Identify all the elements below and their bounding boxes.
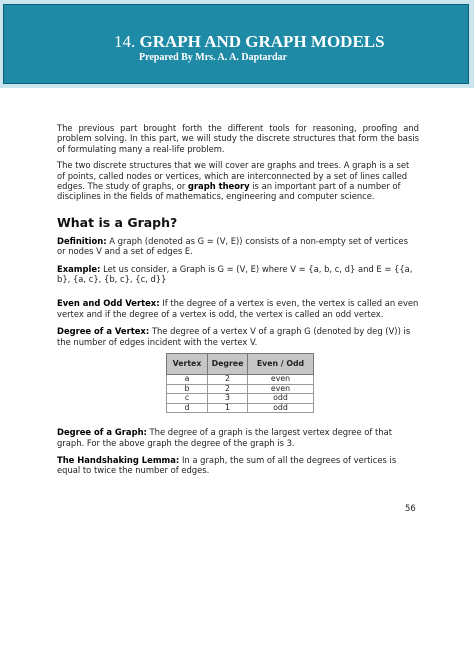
page-body [57,123,419,476]
chapter-title-text: GRAPH AND GRAPH MODELS [139,32,385,51]
definition-paragraph [57,236,419,257]
degree-vertex-paragraph [57,326,419,347]
table-cell: odd [248,394,314,404]
definition-text: A graph (denoted as G = (V, E)) consists of a non-empty set of vertices or nodes V and a set of edges E. [57,235,408,257]
header-vertex: Vertex [167,354,208,375]
page-number: 56 [405,503,416,513]
chapter-number: 14. [114,32,136,51]
table-row [167,394,314,404]
table-row [167,375,314,385]
table-cell: 1 [208,403,248,413]
degree-table [166,353,314,413]
degree-graph-label: Degree of a Graph: [57,427,147,438]
table-cell: 3 [208,394,248,404]
section-heading: What is a Graph? [57,214,178,230]
degree-graph-text: The degree of a graph is the largest vertex degree of that graph. For the above graph the degree of the graph is 3. [57,427,393,448]
table-cell: even [248,375,314,385]
table-cell: a [167,375,208,385]
handshake-paragraph [57,455,419,476]
table-cell: 2 [208,384,248,394]
intro-text-b: is an important part of a number of disciplines in the fields of mathematics, engineering and computer science. [57,181,401,202]
chapter-title [114,32,385,52]
graph-theory-term: graph theory [187,181,250,192]
degree-vertex-text: The degree of a vertex V of a graph G (denoted by deg (V)) is the number of edges incident with the vertex V. [57,326,411,347]
even-odd-label: Even and Odd Vertex: [57,298,160,309]
header-even-odd: Even / Odd [248,354,314,375]
table-header-row [167,354,314,375]
title-bar [3,4,469,84]
table-cell: even [248,384,314,394]
example-paragraph [57,264,419,285]
intro-paragraph-1: The previous part brought forth the different tools for reasoning, proofing and problem solving. In this part, we will study the discrete structures that form the basis of formulating many a real-life problem. [57,123,419,154]
degree-vertex-label: Degree of a Vertex: [57,326,150,337]
handshake-text: In a graph, the sum of all the degrees of vertices is equal to twice the number of edges. [57,454,397,476]
table-cell: odd [248,403,314,413]
table-cell: b [167,384,208,394]
degree-graph-paragraph [57,427,419,448]
example-text: Let us consider, a Graph is G = (V, E) where V = {a, b, c, d} and E = {{a, b}, {a, c}, {b, c}, {c, d}} [57,263,413,285]
table-cell: 2 [208,375,248,385]
even-odd-paragraph [57,298,419,319]
table-cell: c [167,394,208,404]
intro-paragraph-2 [57,160,419,202]
table-cell: d [167,403,208,413]
header-band [0,0,474,88]
header-degree: Degree [208,354,248,375]
author-line: Prepared By Mrs. A. A. Daptardar [139,52,287,63]
intro-text-a: The two discrete structures that we will cover are graphs and trees. A graph is a set of points, called nodes or vertices, which are interconnected by a set of lines called edges. The study of graphs, or [57,160,410,192]
example-label: Example: [57,263,101,274]
degree-table-wrapper [166,353,419,413]
even-odd-text: If the degree of a vertex is even, the vertex is called an even vertex and if the degree of a vertex is odd, the vertex is called an odd vertex. [57,298,419,319]
table-row [167,403,314,413]
definition-label: Definition: [57,235,107,246]
handshake-label: The Handshaking Lemma: [57,454,180,465]
